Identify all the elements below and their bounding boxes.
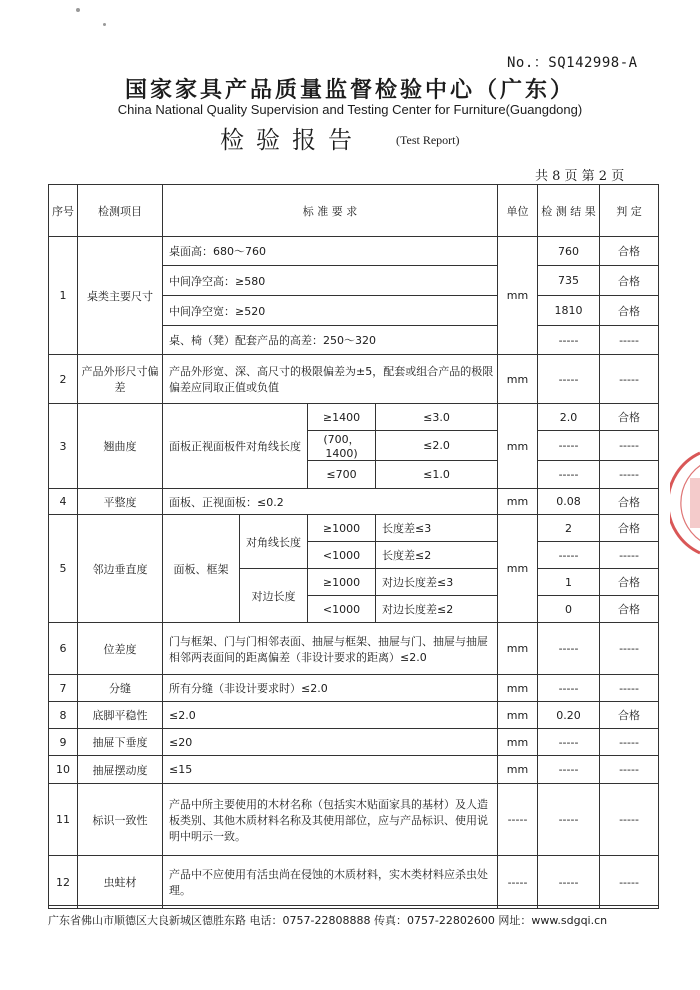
row-requirement: 中间净空宽：≥520: [163, 296, 498, 326]
row-requirement: ≤2.0: [163, 702, 498, 729]
row-unit: mm: [498, 729, 538, 756]
row-result: -----: [538, 431, 600, 461]
page-count: 共 8 页 第 2 页: [535, 169, 625, 184]
row-item: 分缝: [78, 675, 163, 702]
table-row: [49, 515, 659, 542]
row-range: ≥1400: [308, 404, 376, 431]
footer-contact: 广东省佛山市顺德区大良新城区德胜东路 电话：0757-22808888 传真：0757-22802600 网址：www.sdgqi.cn: [48, 914, 608, 927]
row-unit: mm: [498, 515, 538, 623]
row-limit: ≤1.0: [376, 461, 498, 489]
row-requirement: 桌、椅（凳）配套产品的高差：250～320: [163, 326, 498, 355]
row-judgement: 合格: [600, 237, 659, 266]
table-row: [49, 856, 659, 909]
row-unit: mm: [498, 675, 538, 702]
row-no: 1: [49, 237, 78, 355]
table-row: [49, 355, 659, 404]
scan-speck: [103, 23, 106, 26]
scan-speck: [76, 8, 80, 12]
row-no: 3: [49, 404, 78, 489]
row-judgement: 合格: [600, 702, 659, 729]
row-result: -----: [538, 355, 600, 404]
row-part: 面板、框架: [163, 515, 240, 623]
row-judgement: -----: [600, 623, 659, 675]
row-judgement: 合格: [600, 515, 659, 542]
row-limit: ≤2.0: [376, 431, 498, 461]
row-result: 0.08: [538, 489, 600, 515]
row-unit: mm: [498, 756, 538, 784]
row-unit: mm: [498, 355, 538, 404]
row-range: ≥1000: [308, 569, 376, 596]
row-group-label: 对边长度: [240, 569, 308, 623]
row-result: 0.20: [538, 702, 600, 729]
table-row: [49, 702, 659, 729]
row-no: 9: [49, 729, 78, 756]
header-item: 检测项目: [78, 185, 163, 237]
row-range: ≥1000: [308, 515, 376, 542]
row-no: 10: [49, 756, 78, 784]
row-judgement: -----: [600, 431, 659, 461]
row-result: -----: [538, 729, 600, 756]
row-requirement: 门与框架、门与门相邻表面、抽屉与框架、抽屉与门、抽屉与抽屉相邻两表面间的距离偏差（非设计要求的距离）≤2.0: [163, 623, 498, 675]
document-number: No.：SQ142998-A: [507, 55, 638, 71]
row-result: 1810: [538, 296, 600, 326]
row-no: 11: [49, 784, 78, 856]
row-result: 760: [538, 237, 600, 266]
header-judgement: 判 定: [600, 185, 659, 237]
row-judgement: -----: [600, 326, 659, 355]
header-unit: 单位: [498, 185, 538, 237]
row-no: 12: [49, 856, 78, 909]
row-no: 8: [49, 702, 78, 729]
row-item: 产品外形尺寸偏差: [78, 355, 163, 404]
row-result: -----: [538, 675, 600, 702]
row-unit: mm: [498, 237, 538, 355]
row-range: <1000: [308, 542, 376, 569]
row-condition: 面板正视面板件对角线长度: [163, 404, 308, 489]
footer-divider: [48, 905, 658, 906]
row-limit: 对边长度差≤3: [376, 569, 498, 596]
row-item: 抽屉摆动度: [78, 756, 163, 784]
row-judgement: -----: [600, 461, 659, 489]
row-item: 位差度: [78, 623, 163, 675]
table-row: [49, 489, 659, 515]
center-title-english: China National Quality Supervision and Testing Center for Furniture(Guangdong): [117, 102, 583, 117]
row-requirement: ≤20: [163, 729, 498, 756]
row-unit: mm: [498, 489, 538, 515]
row-judgement: 合格: [600, 404, 659, 431]
table-row: [49, 729, 659, 756]
row-no: 5: [49, 515, 78, 623]
row-judgement: -----: [600, 542, 659, 569]
row-requirement: 桌面高：680～760: [163, 237, 498, 266]
red-seal-stamp: [670, 448, 700, 558]
row-item: 桌类主要尺寸: [78, 237, 163, 355]
row-group-label: 对角线长度: [240, 515, 308, 569]
row-range: <1000: [308, 596, 376, 623]
row-range: ≤700: [308, 461, 376, 489]
table-row: [49, 623, 659, 675]
table-row: [49, 675, 659, 702]
table-row: [49, 756, 659, 784]
row-result: -----: [538, 326, 600, 355]
report-title: 检验报告: [220, 126, 364, 154]
row-judgement: -----: [600, 675, 659, 702]
row-item: 虫蛀材: [78, 856, 163, 909]
row-no: 4: [49, 489, 78, 515]
row-judgement: 合格: [600, 266, 659, 296]
table-row: [49, 784, 659, 856]
row-result: 735: [538, 266, 600, 296]
row-limit: 长度差≤2: [376, 542, 498, 569]
row-result: 2: [538, 515, 600, 542]
row-unit: mm: [498, 702, 538, 729]
row-result: -----: [538, 623, 600, 675]
row-judgement: -----: [600, 856, 659, 909]
row-requirement: 面板、正视面板：≤0.2: [163, 489, 498, 515]
row-judgement: 合格: [600, 489, 659, 515]
row-result: 1: [538, 569, 600, 596]
row-requirement: 产品外形宽、深、高尺寸的极限偏差为±5，配套或组合产品的极限偏差应同取正值或负值: [163, 355, 498, 404]
row-unit: mm: [498, 623, 538, 675]
header-result: 检 测 结 果: [538, 185, 600, 237]
row-item: 抽屉下垂度: [78, 729, 163, 756]
header-no: 序号: [49, 185, 78, 237]
row-unit: -----: [498, 784, 538, 856]
row-judgement: 合格: [600, 296, 659, 326]
row-requirement: ≤15: [163, 756, 498, 784]
row-range: (700，1400): [308, 431, 376, 461]
row-judgement: -----: [600, 784, 659, 856]
row-judgement: -----: [600, 756, 659, 784]
test-results-table: [48, 184, 659, 909]
table-header-row: [49, 185, 659, 237]
row-requirement: 所有分缝（非设计要求时）≤2.0: [163, 675, 498, 702]
row-item: 邻边垂直度: [78, 515, 163, 623]
row-no: 7: [49, 675, 78, 702]
table-row: [49, 404, 659, 431]
row-result: 2.0: [538, 404, 600, 431]
row-no: 6: [49, 623, 78, 675]
row-no: 2: [49, 355, 78, 404]
row-judgement: 合格: [600, 569, 659, 596]
row-unit: -----: [498, 856, 538, 909]
row-judgement: 合格: [600, 596, 659, 623]
row-result: -----: [538, 542, 600, 569]
row-limit: 长度差≤3: [376, 515, 498, 542]
row-requirement: 产品中不应使用有活虫尚在侵蚀的木质材料，实木类材料应杀虫处理。: [163, 856, 498, 909]
table-row: [49, 237, 659, 266]
header-requirement: 标 准 要 求: [163, 185, 498, 237]
row-result: -----: [538, 784, 600, 856]
row-item: 底脚平稳性: [78, 702, 163, 729]
row-result: -----: [538, 756, 600, 784]
row-limit: ≤3.0: [376, 404, 498, 431]
row-result: -----: [538, 856, 600, 909]
row-item: 平整度: [78, 489, 163, 515]
report-title-english: (Test Report): [396, 133, 460, 147]
center-title-chinese: 国家家具产品质量监督检验中心（广东）: [124, 78, 575, 103]
row-item: 翘曲度: [78, 404, 163, 489]
row-requirement: 产品中所主要使用的木材名称（包括实木贴面家具的基材）及人造板类别、其他木质材料名称及其使用部位，应与产品标识、使用说明中明示一致。: [163, 784, 498, 856]
row-judgement: -----: [600, 355, 659, 404]
row-unit: mm: [498, 404, 538, 489]
row-item: 标识一致性: [78, 784, 163, 856]
row-result: 0: [538, 596, 600, 623]
row-requirement: 中间净空高：≥580: [163, 266, 498, 296]
row-judgement: -----: [600, 729, 659, 756]
row-result: -----: [538, 461, 600, 489]
row-limit: 对边长度差≤2: [376, 596, 498, 623]
